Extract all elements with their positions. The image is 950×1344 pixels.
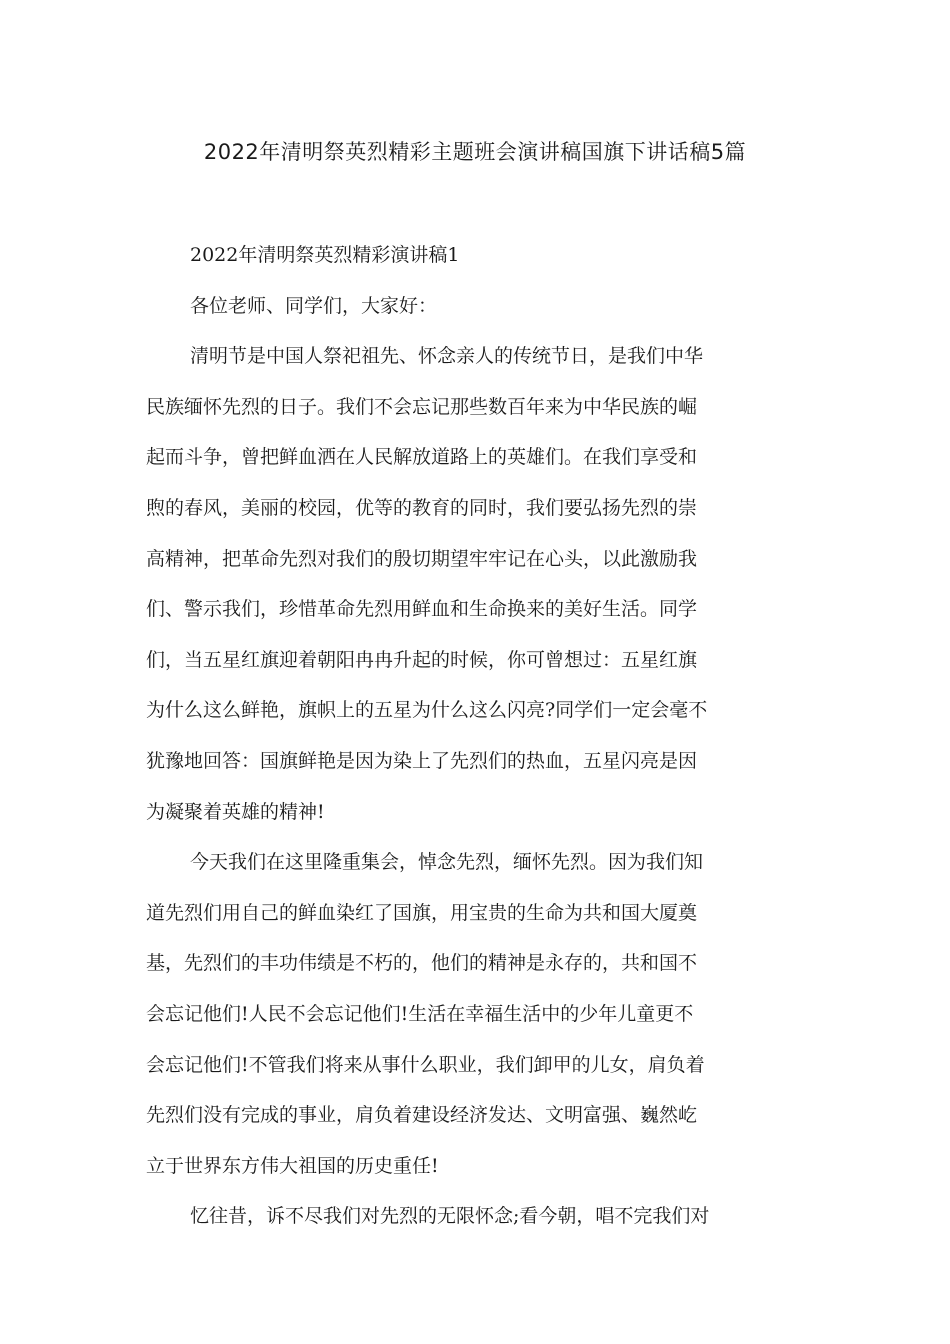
document-body <box>146 230 806 1242</box>
paragraph-line: 立于世界东方伟大祖国的历史重任! <box>146 1154 439 1177</box>
paragraph-line: 清明节是中国人祭祀祖先、怀念亲人的传统节日，是我们中华 <box>190 345 704 368</box>
paragraph-line: 道先烈们用自己的鲜血染红了国旗，用宝贵的生命为共和国大厦奠 <box>146 901 698 924</box>
paragraph-line: 先烈们没有完成的事业，肩负着建设经济发达、文明富强、巍然屹 <box>146 1104 698 1127</box>
paragraph-line: 忆往昔，诉不尽我们对先烈的无限怀念;看今朝，唱不完我们对 <box>190 1205 710 1228</box>
paragraph-line: 犹豫地回答：国旗鲜艳是因为染上了先烈们的热血，五星闪亮是因 <box>146 749 698 772</box>
greeting: 各位老师、同学们，大家好： <box>190 294 438 317</box>
paragraph-line: 今天我们在这里隆重集会，悼念先烈，缅怀先烈。因为我们知 <box>190 851 704 874</box>
document-title: 2022年清明祭英烈精彩主题班会演讲稿国旗下讲话稿5篇 <box>203 140 747 164</box>
paragraph-line: 高精神，把革命先烈对我们的殷切期望牢牢记在心头，以此激励我 <box>146 547 698 570</box>
paragraph-line: 们，当五星红旗迎着朝阳冉冉升起的时候，你可曾想过：五星红旗 <box>146 648 698 671</box>
paragraph-line: 会忘记他们!人民不会忘记他们!生活在幸福生活中的少年儿童更不 <box>146 1002 694 1025</box>
paragraph-line: 会忘记他们!不管我们将来从事什么职业，我们卸甲的儿女，肩负着 <box>146 1053 705 1076</box>
paragraph-3 <box>146 1191 806 1242</box>
paragraph-line: 为凝聚着英雄的精神! <box>146 800 325 823</box>
paragraph-line: 起而斗争，曾把鲜血洒在人民解放道路上的英雄们。在我们享受和 <box>146 446 698 469</box>
paragraph-line: 为什么这么鲜艳，旗帜上的五星为什么这么闪亮?同学们一定会毫不 <box>146 699 708 722</box>
paragraph-2 <box>146 837 806 1191</box>
paragraph-1 <box>146 331 806 837</box>
paragraph-line: 煦的春风，美丽的校园，优等的教育的同时，我们要弘扬先烈的崇 <box>146 496 698 519</box>
paragraph-line: 民族缅怀先烈的日子。我们不会忘记那些数百年来为中华民族的崛 <box>146 395 698 418</box>
section-title: 2022年清明祭英烈精彩演讲稿1 <box>190 244 460 266</box>
paragraph-line: 们、警示我们，珍惜革命先烈用鲜血和生命换来的美好生活。同学 <box>146 598 698 621</box>
paragraph-line: 基，先烈们的丰功伟绩是不朽的，他们的精神是永存的，共和国不 <box>146 952 698 975</box>
